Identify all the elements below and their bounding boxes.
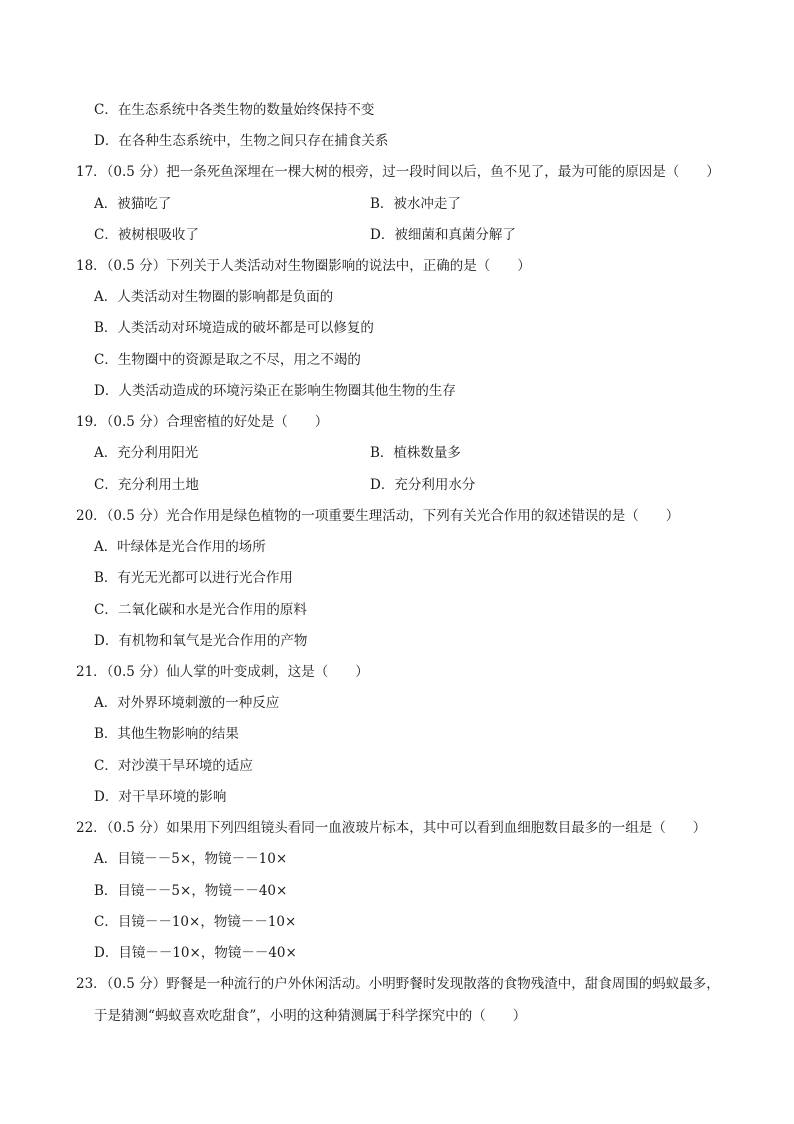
q17-option-c: C．被树根吸收了: [94, 227, 199, 243]
q21-stem: 21．（0.5 分）仙人掌的叶变成刺，这是（ ）: [76, 664, 369, 680]
q16-option-d: D．在各种生态系统中，生物之间只存在捕食关系: [94, 133, 389, 149]
q18-option-c: C．生物圈中的资源是取之不尽，用之不竭的: [94, 352, 361, 368]
q20-option-d: D．有机物和氧气是光合作用的产物: [94, 633, 308, 649]
q19-option-d: D．充分利用水分: [370, 477, 476, 493]
q16-option-c: C．在生态系统中各类生物的数量始终保持不变: [94, 102, 375, 118]
q22-stem: 22．（0.5 分）如果用下列四组镜头看同一血液玻片标本，其中可以看到血细胞数目最多的一组是（ ）: [76, 820, 707, 836]
q21-option-b: B．其他生物影响的结果: [94, 726, 239, 742]
q23-stem-continued: 于是猜测“蚂蚁喜欢吃甜食”，小明的这种猜测属于科学探究中的（ ）: [94, 1008, 527, 1024]
q22-option-a: A．目镜－－5×，物镜－－10×: [94, 851, 288, 867]
q17-option-b: B．被水冲走了: [370, 196, 461, 212]
q21-option-d: D．对干旱环境的影响: [94, 789, 227, 805]
q17-stem: 17．（0.5 分）把一条死鱼深埋在一棵大树的根旁，过一段时间以后，鱼不见了，最为可能的原因是（ ）: [76, 164, 720, 180]
q17-option-d: D．被细菌和真菌分解了: [370, 227, 516, 243]
q20-option-b: B．有光无光都可以进行光合作用: [94, 570, 293, 586]
q22-option-b: B．目镜－－5×，物镜－－40×: [94, 883, 288, 899]
q19-option-b: B．植株数量多: [370, 445, 461, 461]
q22-option-d: D．目镜－－10×，物镜－－40×: [94, 945, 297, 961]
q20-option-a: A．叶绿体是光合作用的场所: [94, 539, 266, 555]
q19-option-a: A．充分利用阳光: [94, 445, 199, 461]
q20-stem: 20．（0.5 分）光合作用是绿色植物的一项重要生理活动，下列有关光合作用的叙述错误的是（ ）: [76, 508, 680, 524]
q18-option-d: D．人类活动造成的环境污染正在影响生物圈其他生物的生存: [94, 383, 456, 399]
q18-option-a: A．人类活动对生物圈的影响都是负面的: [94, 289, 334, 305]
q18-stem: 18．（0.5 分）下列关于人类活动对生物圈影响的说法中，正确的是（ ）: [76, 258, 531, 274]
q21-option-c: C．对沙漠干旱环境的适应: [94, 758, 253, 774]
q23-stem: 23．（0.5 分）野餐是一种流行的户外休闲活动。小明野餐时发现散落的食物残渣中，甜食周围的蚂蚁最多，: [76, 976, 720, 992]
q21-option-a: A．对外界环境刺激的一种反应: [94, 695, 280, 711]
q19-option-c: C．充分利用土地: [94, 477, 199, 493]
q22-option-c: C．目镜－－10×，物镜－－10×: [94, 914, 297, 930]
q19-stem: 19．（0.5 分）合理密植的好处是（ ）: [76, 414, 329, 430]
q20-option-c: C．二氧化碳和水是光合作用的原料: [94, 602, 307, 618]
q17-option-a: A．被猫吃了: [94, 196, 172, 212]
q18-option-b: B．人类活动对环境造成的破坏都是可以修复的: [94, 320, 374, 336]
